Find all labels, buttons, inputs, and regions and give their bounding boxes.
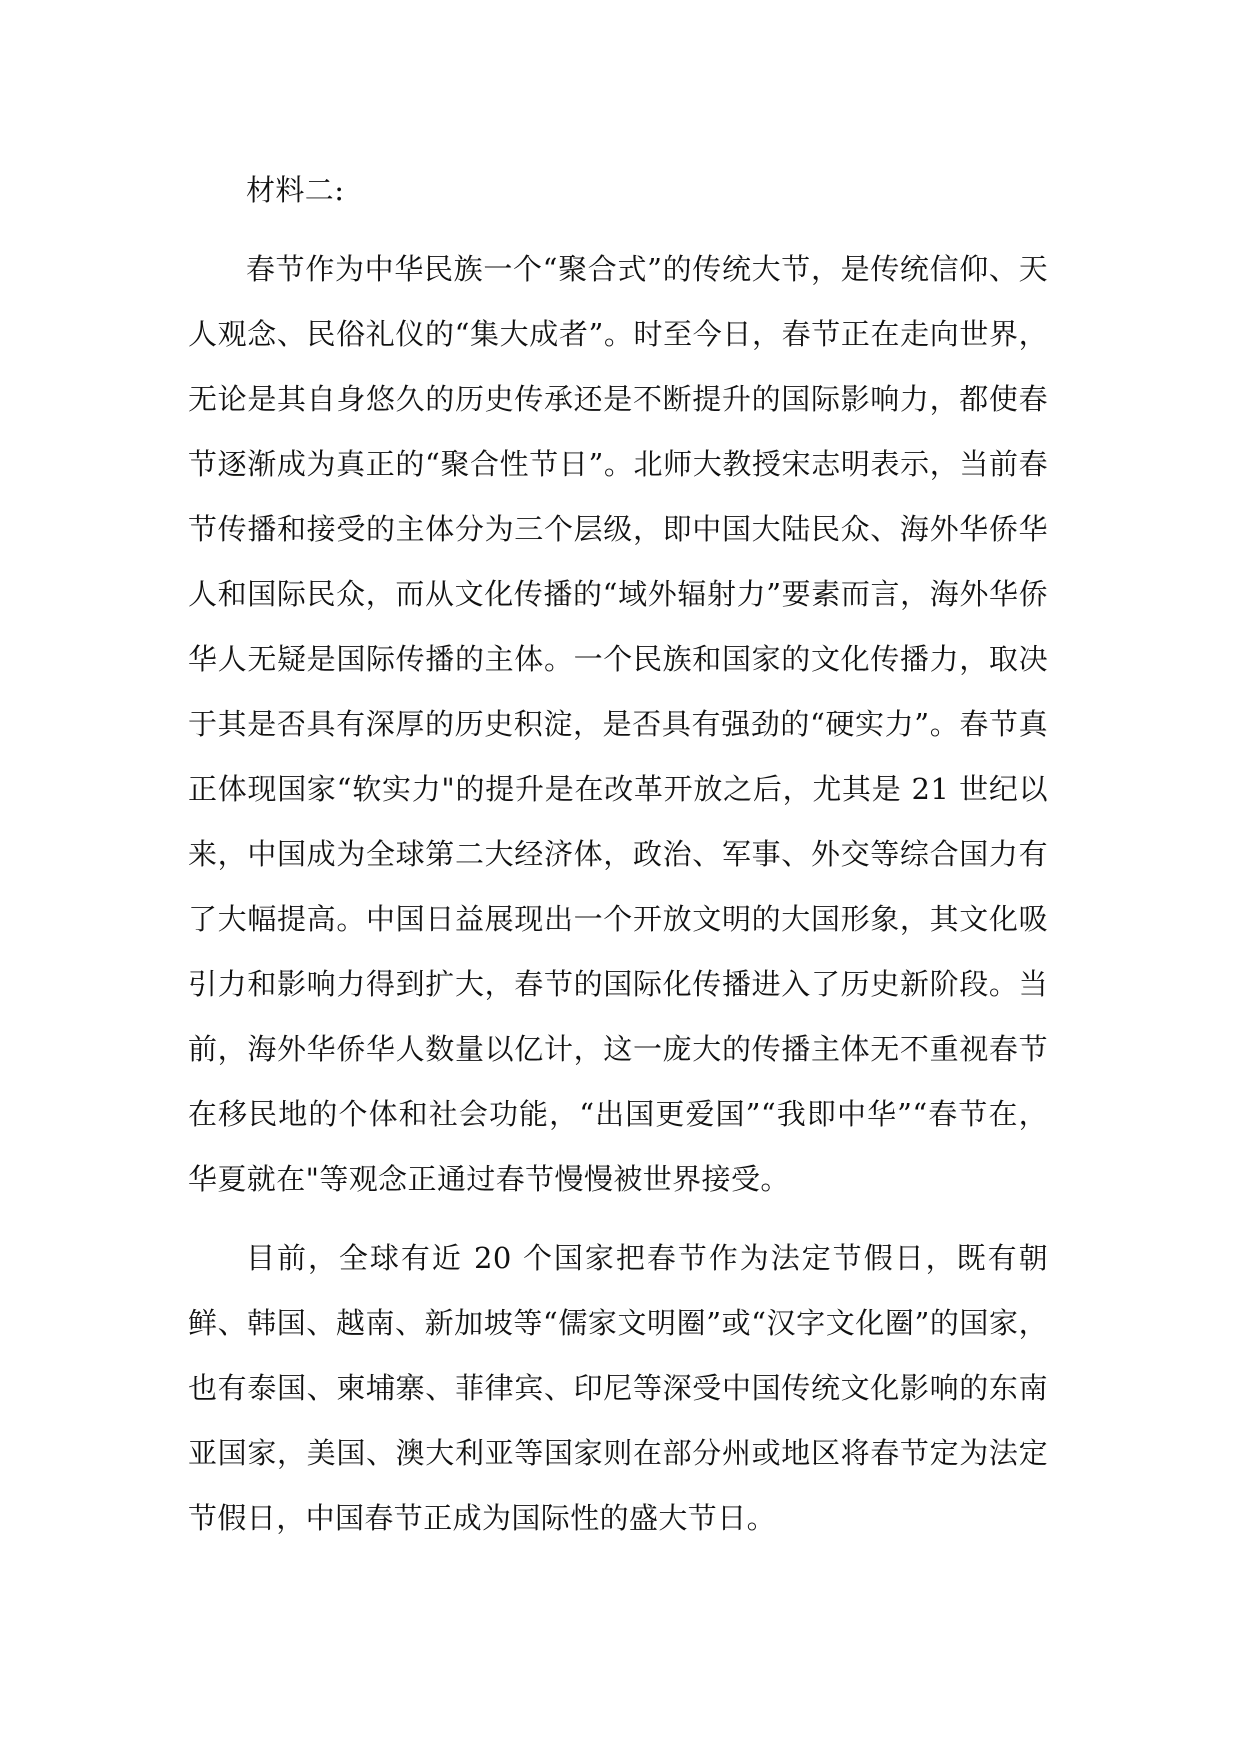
material-heading: 材料二: [246,173,345,207]
paragraph-spring-festival-spread: 春节作为中华民族一个“聚合式”的传统大节，是传统信仰、天人观念、民俗礼仪的“集大成者”。时至今日，春节正在走向世界，无论是其自身悠久的历史传承还是不断提升的国际影响力，都使春节逐渐成为真正的“聚合性节日”。北师大教授宋志明表示，当前春节传播和接受的主体分为三个层级，即中国大陆民众、海外华侨华人和国际民众，而从文化传播的“域外辐射力”要素而言，海外华侨华人无疑是国际传播的主体。一个民族和国家的文化传播力，取决于其是否具有深厚的历史积淀，是否具有强劲的“硬实力”。春节真正体现国家“软实力"的提升是在改革开放之后，尤其是 21 世纪以来，中国成为全球第二大经济体，政治、军事、外交等综合国力有了大幅提高。中国日益展现出一个开放文明的大国形象，其文化吸引力和影响力得到扩大，春节的国际化传播进入了历史新阶段。当前，海外华侨华人数量以亿计，这一庞大的传播主体无不重视春节在移民地的个体和社会功能，“出国更爱国”“我即中华”“春节在，华夏就在"等观念正通过春节慢慢被世界接受。 [188,252,1048,1196]
paragraph-legal-holiday-countries: 目前，全球有近 20 个国家把春节作为法定节假日，既有朝鲜、韩国、越南、新加坡等“儒家文明圈”或“汉字文化圈”的国家，也有泰国、柬埔寨、菲律宾、印尼等深受中国传统文化影响的东南亚国家，美国、澳大利亚等国家则在部分州或地区将春节定为法定节假日，中国春节正成为国际性的盛大节日。 [188,1241,1048,1535]
document-body [188,158,1048,1565]
